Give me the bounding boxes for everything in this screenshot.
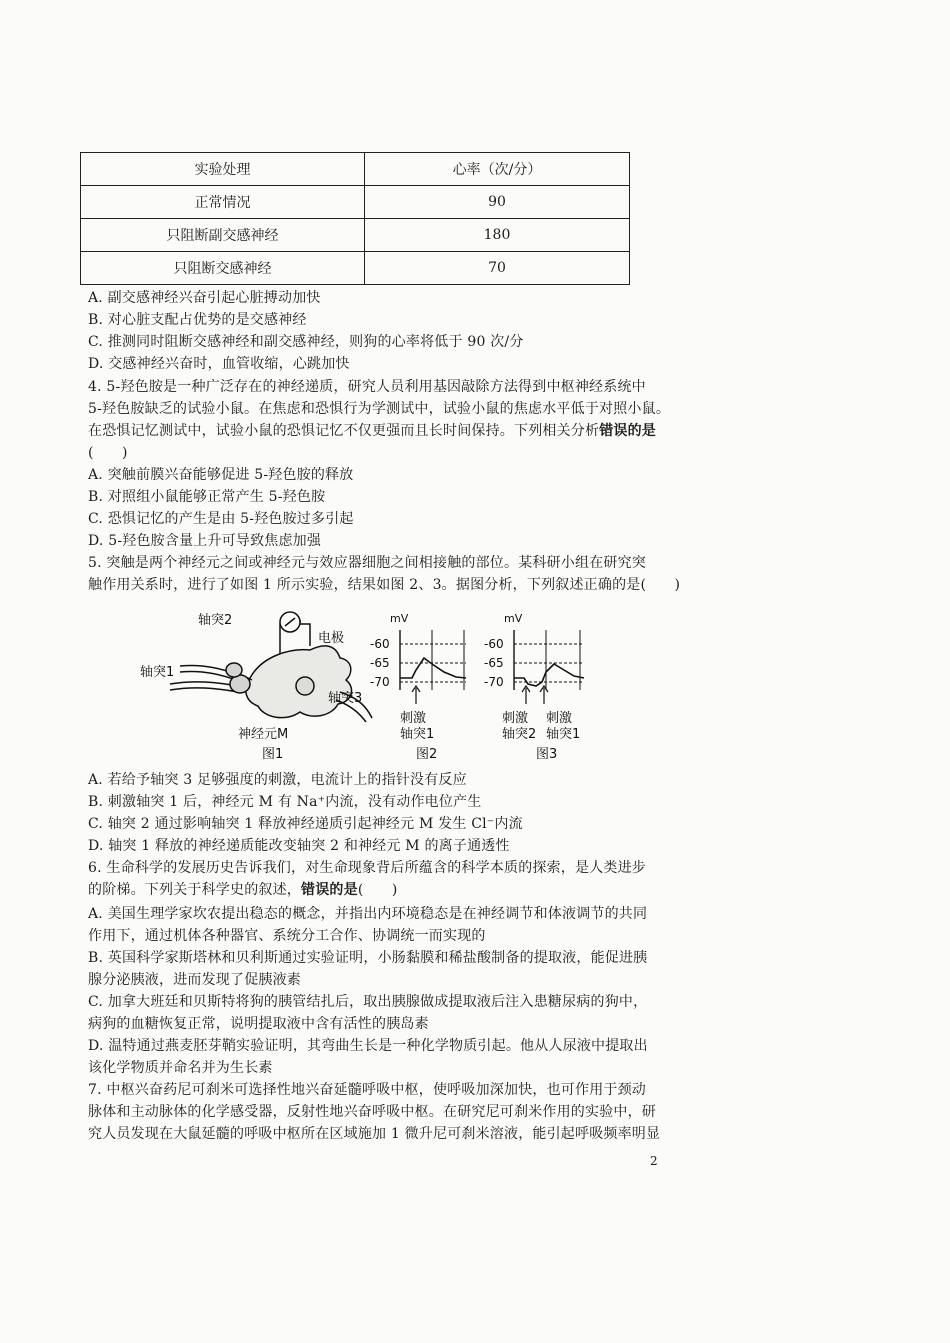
table-cell: 90: [365, 186, 630, 219]
fig2-stim-label: 刺激: [400, 711, 427, 726]
fig3-stim-axon: 轴突2: [502, 727, 537, 742]
q5-option-d: D. 轴突 1 释放的神经递质能改变轴突 2 和神经元 M 的离子通透性: [88, 838, 510, 854]
fig2-trace: [400, 658, 466, 678]
q6-emphasis: 错误的是: [301, 882, 358, 898]
figure-3-graph: [484, 612, 584, 762]
fig3-stim-label: 刺激: [502, 711, 529, 726]
label-axon1: 轴突1: [140, 665, 175, 680]
table-header-row: [81, 153, 630, 186]
fig3-tick: -60: [484, 637, 504, 651]
fig3-stim-axon: 轴突1: [546, 727, 581, 742]
table-cell: 正常情况: [81, 186, 365, 219]
q6-option-a-cont: 作用下，通过机体各种器官、系统分工合作、协调统一而实现的: [88, 928, 486, 944]
q6-option-c: C. 加拿大班廷和贝斯特将狗的胰管结扎后，取出胰腺做成提取液后注入患糖尿病的狗中，: [88, 994, 648, 1010]
q4-option-d: D. 5-羟色胺含量上升可导致焦虑加强: [88, 533, 322, 549]
caption-fig3: 图3: [536, 747, 558, 762]
q6-option-b: B. 英国科学家斯塔林和贝利斯通过实验证明，小肠黏膜和稀盐酸制备的提取液，能促进胰: [88, 950, 648, 966]
q5-option-b: B. 刺激轴突 1 后，神经元 M 有 Na⁺内流，没有动作电位产生: [88, 794, 482, 810]
table-row: [81, 186, 630, 219]
fig2-stim-axon: 轴突1: [400, 727, 435, 742]
synapse-figure: [140, 606, 610, 766]
q6-answer-blank: ( ): [357, 882, 398, 898]
q6-stem-line: 6. 生命科学的发展历史告诉我们，对生命现象背后所蕴含的科学本质的探索，是人类进步: [88, 860, 647, 876]
label-neuron-m: 神经元M: [238, 727, 289, 742]
q7-stem-line: 究人员发现在大鼠延髓的呼吸中枢所在区域施加 1 微升尼可刹米溶液，能引起呼吸频率明显: [88, 1126, 661, 1142]
q4-answer-blank: ( ): [88, 445, 128, 461]
q6-option-d-cont: 该化学物质并命名并为生长素: [88, 1060, 273, 1076]
q4-emphasis: 错误的是: [599, 423, 657, 439]
q4-stem-line: 4. 5-羟色胺是一种广泛存在的神经递质，研究人员利用基因敲除方法得到中枢神经系统中: [88, 379, 646, 395]
q5-stem-line: 触作用关系时，进行了如图 1 所示实验，结果如图 2、3。据图分析，下列叙述正确的是( ): [88, 577, 681, 593]
page-number: 2: [650, 1154, 658, 1168]
table-header: 实验处理: [81, 153, 365, 186]
label-electrode: 电极: [318, 631, 345, 646]
q4-option-a: A. 突触前膜兴奋能够促进 5-羟色胺的释放: [88, 467, 354, 483]
q4-option-c: C. 恐惧记忆的产生是由 5-羟色胺过多引起: [88, 511, 354, 527]
table-cell: 只阻断交感神经: [81, 252, 365, 285]
table-cell: 只阻断副交感神经: [81, 219, 365, 252]
q4-option-b: B. 对照组小鼠能够正常产生 5-羟色胺: [88, 489, 326, 505]
table-header: 心率（次/分）: [365, 153, 630, 186]
label-axon2: 轴突2: [198, 613, 233, 628]
table-row: [81, 252, 630, 285]
fig3-stim-label: 刺激: [546, 711, 573, 726]
table-row: [81, 219, 630, 252]
fig2-tick: -60: [370, 637, 390, 651]
fig3-unit: mV: [504, 612, 523, 625]
caption-fig1: 图1: [262, 747, 284, 762]
q3-option-b: B. 对心脏支配占优势的是交感神经: [88, 312, 307, 328]
fig2-tick: -70: [370, 675, 390, 689]
table-cell: 70: [365, 252, 630, 285]
figure-2-graph: [370, 612, 466, 762]
q7-stem-line: 脉体和主动脉体的化学感受器，反射性地兴奋呼吸中枢。在研究尼可刹米作用的实验中，研: [88, 1104, 656, 1120]
q3-option-c: C. 推测同时阻断交感神经和副交感神经，则狗的心率将低于 90 次/分: [88, 334, 524, 350]
q5-stem-line: 5. 突触是两个神经元之间或神经元与效应器细胞之间相接触的部位。某科研小组在研究突: [88, 555, 647, 571]
q3-option-d: D. 交感神经兴奋时，血管收缩，心跳加快: [88, 356, 350, 372]
fig3-tick: -70: [484, 675, 504, 689]
fig2-tick: -65: [370, 656, 390, 670]
table-cell: 180: [365, 219, 630, 252]
q6-option-b-cont: 腺分泌胰液，进而发现了促胰液素: [88, 972, 301, 988]
fig3-trace: [514, 664, 584, 686]
fig2-unit: mV: [390, 612, 409, 625]
fig3-tick: -65: [484, 656, 504, 670]
q6-option-a: A. 美国生理学家坎农提出稳态的概念，并指出内环境稳态是在神经调节和体液调节的共同: [88, 906, 648, 922]
heart-rate-table: [80, 152, 630, 285]
q6-stem-line: [88, 880, 398, 900]
q4-stem-text: 在恐惧记忆测试中，试验小鼠的恐惧记忆不仅更强而且长时间保持。下列相关分析: [88, 423, 600, 439]
q5-option-c: C. 轴突 2 通过影响轴突 1 释放神经递质引起神经元 M 发生 Cl⁻内流: [88, 816, 523, 832]
q4-stem-line: 5-羟色胺缺乏的试验小鼠。在焦虑和恐惧行为学测试中，试验小鼠的焦虑水平低于对照小鼠。: [88, 401, 671, 417]
caption-fig2: 图2: [416, 747, 438, 762]
q6-option-d: D. 温特通过燕麦胚芽鞘实验证明，其弯曲生长是一种化学物质引起。他从人尿液中提取出: [88, 1038, 648, 1054]
q5-option-a: A. 若给予轴突 3 足够强度的刺激，电流计上的指针没有反应: [88, 772, 467, 788]
q7-stem-line: 7. 中枢兴奋药尼可刹米可选择性地兴奋延髓呼吸中枢，使呼吸加深加快，也可作用于颈动: [88, 1082, 647, 1098]
q4-stem-line: [88, 421, 656, 441]
q6-option-c-cont: 病狗的血糖恢复正常，说明提取液中含有活性的胰岛素: [88, 1016, 429, 1032]
q3-option-a: A. 副交感神经兴奋引起心脏搏动加快: [88, 290, 321, 306]
q6-stem-text: 的阶梯。下列关于科学史的叙述，: [88, 882, 301, 898]
label-axon3: 轴突3: [328, 691, 363, 706]
